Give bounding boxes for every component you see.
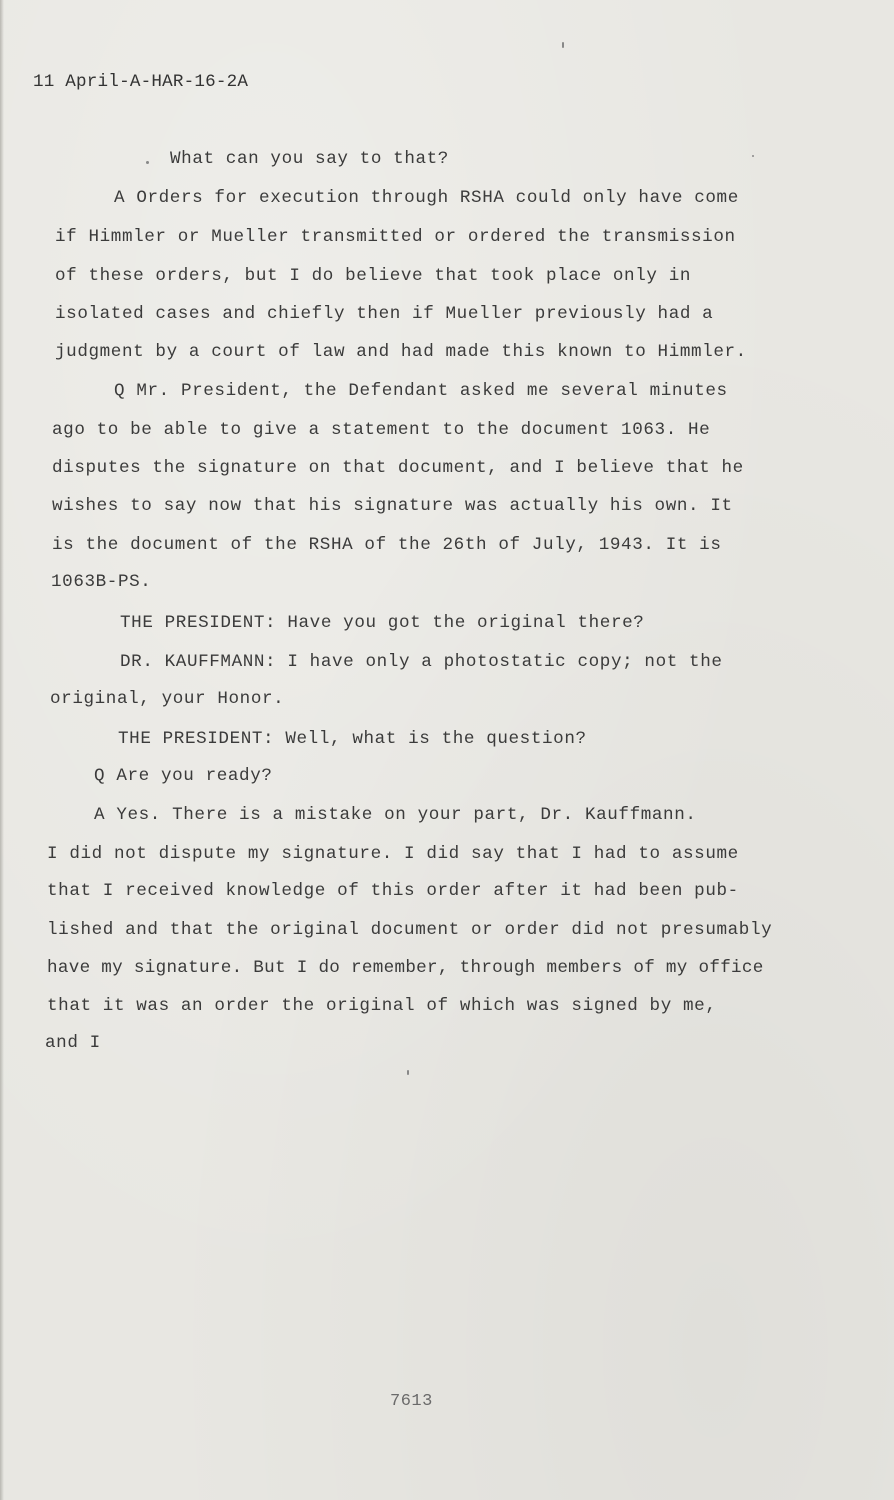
transcript-line: Q Mr. President, the Defendant asked me several minutes xyxy=(114,381,728,401)
transcript-line: is the document of the RSHA of the 26th of July, 1943. It is xyxy=(52,535,722,555)
transcript-line: have my signature. But I do remember, through members of my office xyxy=(47,958,764,978)
transcript-line: THE PRESIDENT: Well, what is the question? xyxy=(118,729,587,749)
transcript-line: original, your Honor. xyxy=(50,689,285,709)
transcript-line: A Yes. There is a mistake on your part, Dr. Kauffmann. xyxy=(94,805,697,825)
paper-speck xyxy=(752,155,754,157)
transcript-line: of these orders, but I do believe that took place only in xyxy=(55,266,692,286)
transcript-line: isolated cases and chiefly then if Mueller previously had a xyxy=(55,304,714,324)
page-number: 7613 xyxy=(390,1392,433,1411)
transcript-line: What can you say to that? xyxy=(170,149,449,169)
paper-speck xyxy=(407,1070,409,1075)
transcript-line: and I xyxy=(45,1033,101,1053)
document-header-id: 11 April-A-HAR-16-2A xyxy=(33,72,249,92)
transcript-line: A Orders for execution through RSHA could only have come xyxy=(114,188,739,208)
transcript-line: ago to be able to give a statement to the document 1063. He xyxy=(52,420,711,440)
transcript-line: disputes the signature on that document, and I believe that he xyxy=(52,458,744,478)
transcript-line: that it was an order the original of which was signed by me, xyxy=(47,996,717,1016)
transcript-line: lished and that the original document or order did not presumably xyxy=(47,920,773,940)
transcript-line: if Himmler or Mueller transmitted or ordered the transmission xyxy=(55,227,736,247)
transcript-line: that I received knowledge of this order after it had been pub- xyxy=(47,881,739,901)
transcript-line: Q Are you ready? xyxy=(94,766,273,786)
transcript-line: I did not dispute my signature. I did say that I had to assume xyxy=(47,844,739,864)
paper-speck xyxy=(146,161,149,164)
transcript-line: THE PRESIDENT: Have you got the original there? xyxy=(120,613,645,633)
transcript-line: DR. KAUFFMANN: I have only a photostatic copy; not the xyxy=(120,652,723,672)
transcript-line: 1063B-PS. xyxy=(51,572,152,592)
paper-speck xyxy=(562,42,564,48)
transcript-line: wishes to say now that his signature was actually his own. It xyxy=(52,496,733,516)
transcript-line: judgment by a court of law and had made this known to Himmler. xyxy=(55,342,747,362)
page-edge-shadow xyxy=(0,0,4,1500)
